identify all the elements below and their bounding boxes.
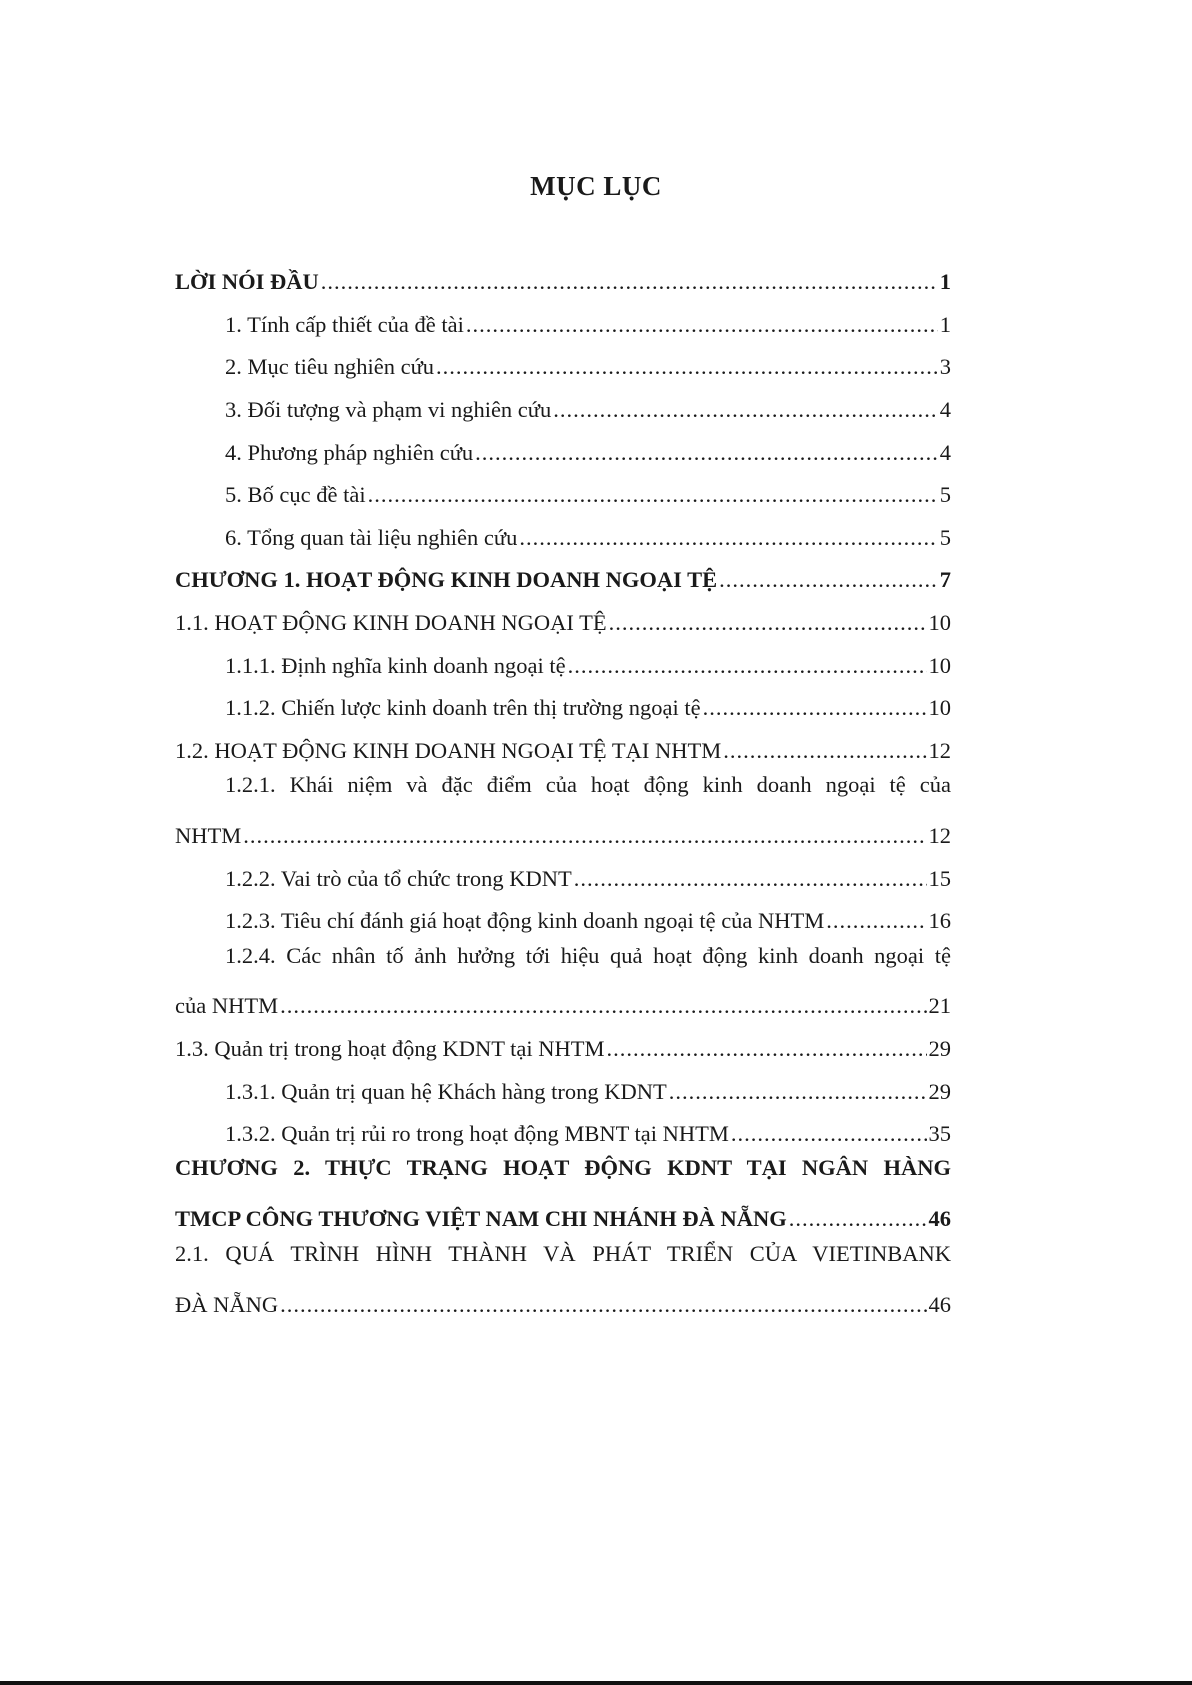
toc-entry-title: 1.3.1. Quản trị quan hệ Khách hàng trong KDNT	[225, 1078, 667, 1104]
toc-entry	[175, 602, 951, 645]
dot-leader	[723, 738, 926, 764]
toc-entry-title: 1.3. Quản trị trong hoạt động KDNT tại NHTM	[175, 1035, 605, 1061]
dot-leader	[731, 1121, 927, 1147]
toc-entry-line2	[175, 815, 951, 858]
toc-entry-title: 1.1.1. Định nghĩa kinh doanh ngoại tệ	[225, 652, 566, 678]
toc-entry-title: CHƯƠNG 2. THỰC TRẠNG HOẠT ĐỘNG KDNT TẠI NGÂN HÀNG	[175, 1155, 951, 1181]
toc-entry-title: CHƯƠNG 1. HOẠT ĐỘNG KINH DOANH NGOẠI TỆ	[175, 567, 718, 593]
toc-entry-title: 5. Bố cục đề tài	[225, 482, 366, 508]
toc-entry	[175, 1028, 951, 1071]
toc-entry	[175, 304, 951, 347]
toc-entry	[175, 1113, 951, 1156]
toc-entry-line1	[175, 772, 951, 815]
dot-leader	[703, 695, 927, 721]
toc-page-number: 46	[928, 1206, 951, 1232]
toc-page-number: 10	[928, 652, 951, 678]
toc-entry	[175, 474, 951, 517]
dot-leader	[568, 653, 927, 679]
toc-page-number: 7	[939, 567, 951, 593]
dot-leader	[519, 525, 937, 551]
toc-entry-title-cont: TMCP CÔNG THƯƠNG VIỆT NAM CHI NHÁNH ĐÀ NẴNG	[175, 1206, 787, 1232]
table-of-contents	[175, 261, 951, 1326]
toc-entry-title: 1.3.2. Quản trị rủi ro trong hoạt động MBNT tại NHTM	[225, 1121, 729, 1147]
toc-page-number: 1	[939, 311, 951, 337]
toc-entry-title: 1.2.3. Tiêu chí đánh giá hoạt động kinh doanh ngoại tệ của NHTM	[225, 908, 825, 934]
dot-leader	[609, 610, 927, 636]
dot-leader	[574, 866, 927, 892]
dot-leader	[475, 440, 938, 466]
toc-page-number: 1	[939, 269, 951, 295]
dot-leader	[669, 1079, 927, 1105]
dot-leader	[607, 1036, 927, 1062]
toc-page-number: 5	[939, 524, 951, 550]
bottom-edge-rule	[0, 1681, 1192, 1685]
toc-entry	[175, 857, 951, 900]
toc-entry-title-cont: NHTM	[175, 823, 242, 849]
toc-chapter-entry	[175, 559, 951, 602]
dot-leader	[280, 993, 926, 1019]
dot-leader	[826, 908, 926, 934]
dot-leader	[466, 312, 938, 338]
dot-leader	[243, 823, 926, 849]
toc-page-number: 5	[939, 482, 951, 508]
toc-entry-title: 4. Phương pháp nghiên cứu	[225, 439, 474, 465]
toc-entry-title: 1.2. HOẠT ĐỘNG KINH DOANH NGOẠI TỆ TẠI NHTM	[175, 737, 722, 763]
toc-page-number: 15	[928, 865, 951, 891]
toc-entry	[175, 644, 951, 687]
toc-page-number: 3	[939, 354, 951, 380]
toc-entry-title: 3. Đối tượng và phạm vi nghiên cứu	[225, 397, 552, 423]
toc-entry	[175, 261, 951, 304]
toc-page-number: 29	[928, 1035, 951, 1061]
toc-page-number: 10	[928, 610, 951, 636]
toc-entry-title: 1.1. HOẠT ĐỘNG KINH DOANH NGOẠI TỆ	[175, 610, 607, 636]
toc-chapter-entry-line2	[175, 1198, 951, 1241]
toc-entry	[175, 431, 951, 474]
dot-leader	[436, 354, 938, 380]
toc-entry	[175, 1070, 951, 1113]
toc-entry	[175, 517, 951, 560]
toc-entry	[175, 900, 951, 943]
dot-leader	[789, 1206, 927, 1232]
toc-page-number: 35	[928, 1121, 951, 1147]
toc-entry-title: LỜI NÓI ĐẦU	[175, 269, 319, 295]
toc-entry-title: 2. Mục tiêu nghiên cứu	[225, 354, 435, 380]
toc-page-number: 10	[928, 695, 951, 721]
dot-leader	[321, 269, 938, 295]
toc-entry-title-cont: của NHTM	[175, 993, 279, 1019]
toc-entry-line1	[175, 943, 951, 986]
toc-entry-title: 2.1. QUÁ TRÌNH HÌNH THÀNH VÀ PHÁT TRIỂN CỦA VIETINBANK	[175, 1240, 951, 1266]
toc-entry	[175, 346, 951, 389]
toc-entry-title-cont: ĐÀ NẴNG	[175, 1291, 279, 1317]
toc-page-number: 21	[928, 993, 951, 1019]
toc-entry-line1	[175, 1241, 951, 1284]
toc-entry-title: 1.2.4. Các nhân tố ảnh hưởng tới hiệu quả hoạt động kinh doanh ngoại tệ	[225, 942, 951, 968]
toc-page-number: 16	[928, 908, 951, 934]
toc-entry	[175, 389, 951, 432]
dot-leader	[719, 567, 938, 593]
toc-entry	[175, 730, 951, 773]
toc-page-number: 4	[939, 439, 951, 465]
toc-entry	[175, 687, 951, 730]
toc-entry-title: 1.1.2. Chiến lược kinh doanh trên thị trường ngoại tệ	[225, 695, 701, 721]
page-title: MỤC LỤC	[530, 171, 662, 201]
toc-entry-title: 1.2.1. Khái niệm và đặc điểm của hoạt động kinh doanh ngoại tệ của	[225, 772, 951, 798]
toc-page-number: 4	[939, 397, 951, 423]
toc-page-number: 29	[928, 1078, 951, 1104]
toc-entry-title: 6. Tổng quan tài liệu nghiên cứu	[225, 524, 518, 550]
toc-entry-title: 1.2.2. Vai trò của tổ chức trong KDNT	[225, 865, 572, 891]
toc-entry-line2	[175, 985, 951, 1028]
toc-page-number: 12	[928, 823, 951, 849]
toc-chapter-entry-line1	[175, 1155, 951, 1198]
toc-page-number: 12	[928, 737, 951, 763]
toc-page-number: 46	[928, 1291, 951, 1317]
toc-entry-line2	[175, 1283, 951, 1326]
toc-entry-title: 1. Tính cấp thiết của đề tài	[225, 311, 464, 337]
dot-leader	[280, 1292, 926, 1318]
dot-leader	[368, 482, 938, 508]
dot-leader	[553, 397, 938, 423]
